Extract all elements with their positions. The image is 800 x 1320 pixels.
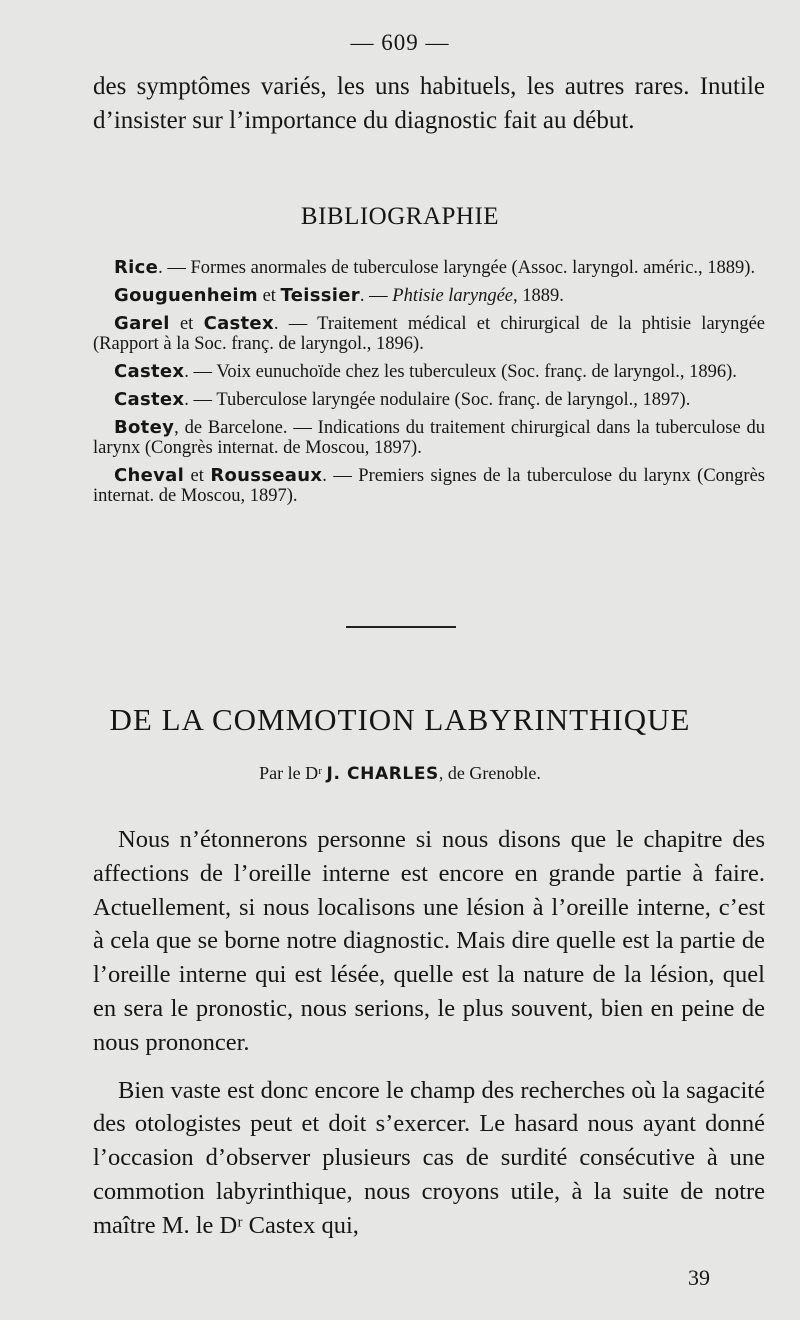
bibliography-entry (93, 418, 765, 458)
bibliography-entry (93, 362, 765, 382)
section-divider (346, 626, 456, 628)
entry-author: Garel (114, 313, 170, 334)
byline-author: J. CHARLES (326, 764, 439, 784)
page-number: — 609 — (350, 30, 450, 55)
bibliography-heading: BIBLIOGRAPHIE (300, 203, 500, 230)
byline-suffix: , de Grenoble. (438, 763, 541, 783)
bibliography-entry (93, 286, 765, 306)
entry-text: , de Barcelone. — Indications du traitement chirurgical dans la tuberculose du larynx (Congrès internat. de Moscou, 1897). (93, 418, 765, 458)
entry-author: Cheval (114, 465, 185, 486)
signature-mark: 39 (688, 1265, 710, 1290)
entry-text: . — Tuberculose laryngée nodulaire (Soc. franç. de laryngol., 1897). (184, 390, 691, 410)
entry-text: , 1889. (513, 286, 564, 306)
article-body (93, 823, 765, 1257)
entry-text: . — Formes anormales de tuberculose laryngée (Assoc. laryngol. améric., 1889). (158, 258, 756, 278)
entry-connector: et (257, 286, 281, 306)
entry-author: Rice (114, 257, 159, 278)
entry-author: Castex (114, 361, 185, 382)
entry-separator: . — (359, 286, 393, 306)
entry-author: Castex (114, 389, 185, 410)
bibliography-list (93, 258, 765, 514)
entry-author: Gouguenheim (114, 285, 258, 306)
continuation-paragraph: des symptômes variés, les uns habituels, les autres rares. Inutile d’insister sur l’importance du diagnostic fait au début. (93, 73, 765, 134)
byline-prefix: Par le Dʳ (259, 763, 327, 783)
entry-connector: et (184, 466, 211, 486)
entry-author-2: Teissier (280, 285, 360, 306)
entry-text: . — Premiers signes de la tuberculose du larynx (Congrès internat. de Moscou, 1897). (93, 466, 765, 506)
body-paragraph: Bien vaste est donc encore le champ des recherches où la sagacité des otologistes peut et doit s’exercer. Le hasard nous ayant donné l’occasion d’observer plusieurs cas de surdité consécutive à une commotion labyrinthique, nous croyons utile, à la suite de notre maître M. le Dʳ Castex qui, (93, 1076, 765, 1239)
entry-author-2: Rousseaux (210, 465, 323, 486)
entry-text: . — Traitement médical et chirurgical de la phtisie laryngée (Rapport à la Soc. franç. de laryngol., 1896). (93, 314, 765, 354)
entry-text: . — Voix eunuchoïde chez les tuberculeux (Soc. franç. de laryngol., 1896). (184, 362, 737, 382)
entry-author: Botey (114, 417, 175, 438)
bibliography-entry (93, 314, 765, 354)
entry-author-2: Castex (203, 313, 274, 334)
bibliography-entry (93, 390, 765, 410)
byline (0, 763, 800, 784)
body-paragraph: Nous n’étonnerons personne si nous disons que le chapitre des affections de l’oreille interne est encore en grande partie à faire. Actuellement, si nous localisons une lésion à l’oreille interne, c’est à cela que se borne notre diagnostic. Mais dire quelle est la partie de l’oreille interne qui est lésée, quelle est la nature de la lésion, quel en sera le pronostic, nous serions, le plus souvent, bien en peine de nous prononcer. (93, 826, 765, 1056)
entry-connector: et (169, 314, 204, 334)
entry-title: Phtisie laryngée (392, 286, 514, 306)
article-title: DE LA COMMOTION LABYRINTHIQUE (109, 702, 691, 737)
bibliography-entry (93, 466, 765, 506)
bibliography-entry (93, 258, 765, 278)
